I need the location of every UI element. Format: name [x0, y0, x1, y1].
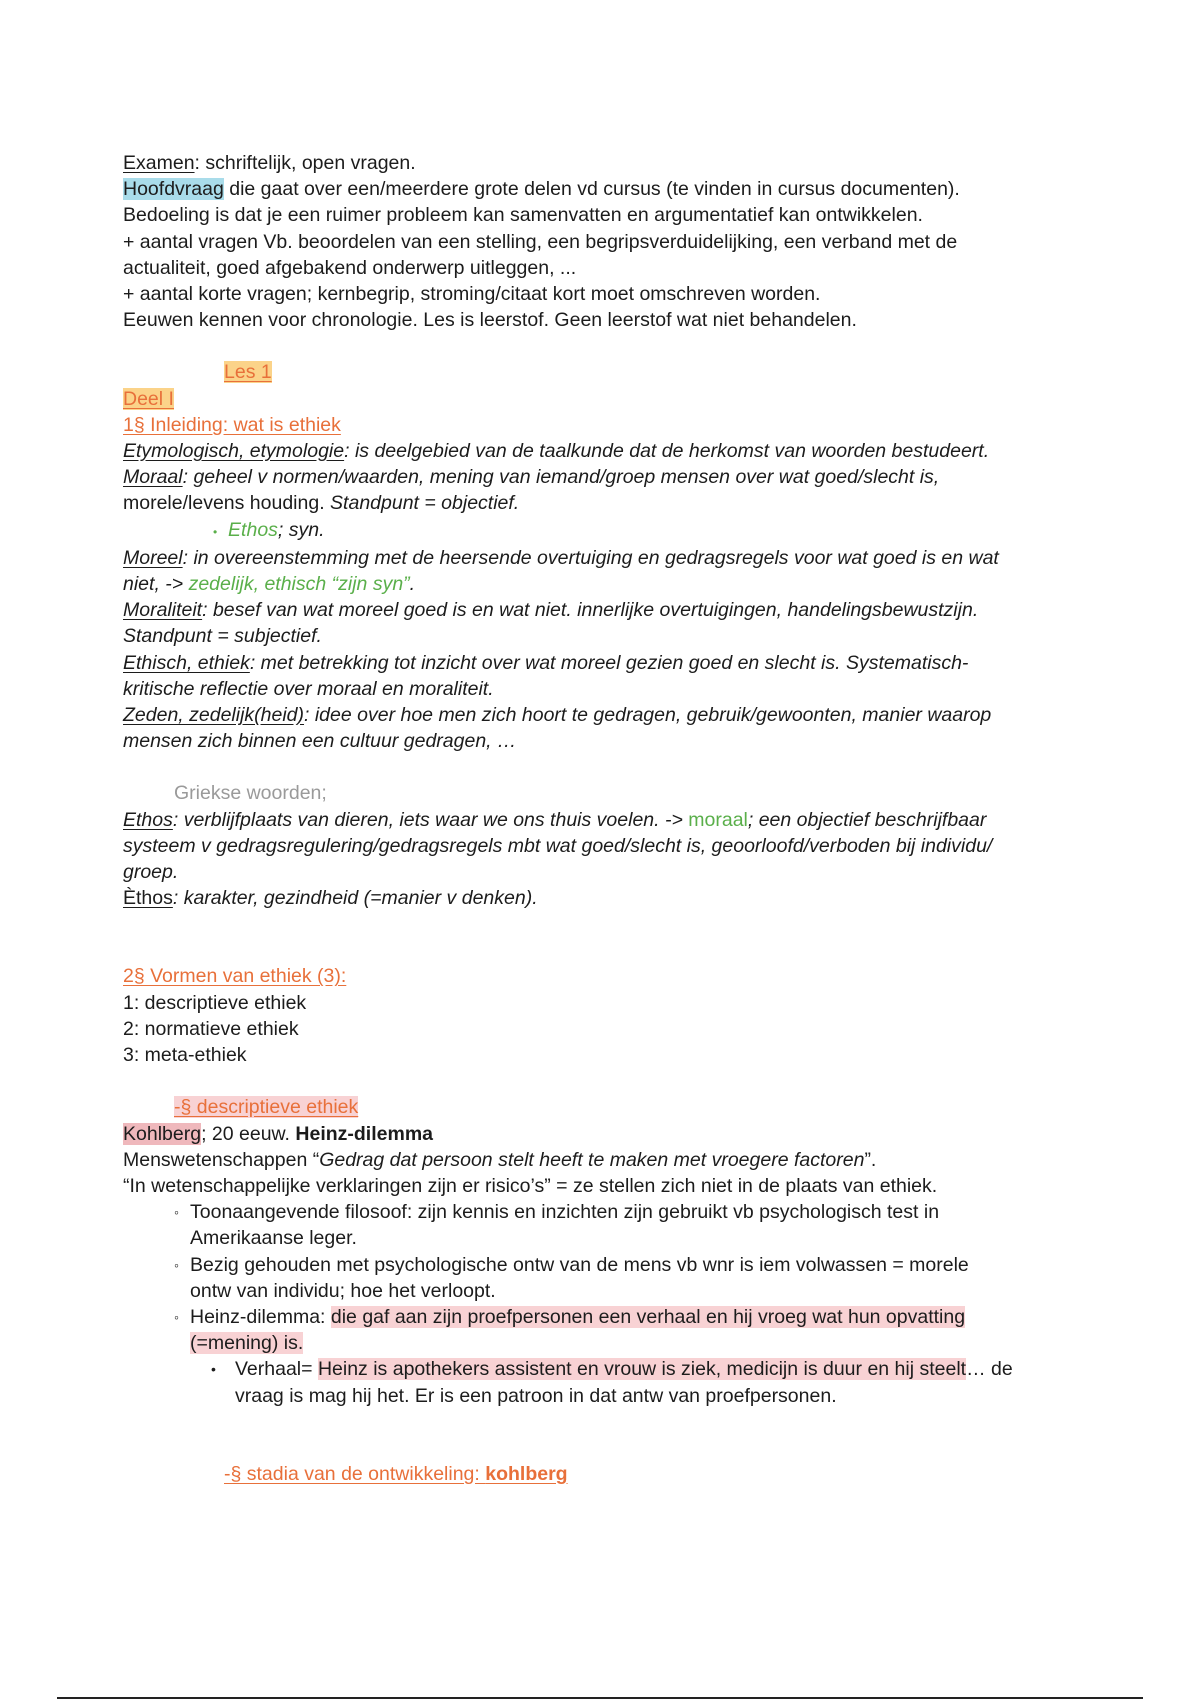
intro-text: Bedoeling is dat je een ruimer probleem kan samenvatten en argumentatief kan ontwikkelen. [123, 204, 923, 227]
hoofdvraag-label: Hoofdvraag [123, 178, 224, 201]
bullet-icon: ◦ [174, 1256, 179, 1273]
definition-zeden-cont: mensen zich binnen een cultuur gedragen, … [123, 730, 517, 753]
definition-ethos: Ethos: verblijfplaats van dieren, iets waar we ons thuis voelen. -> moraal; een objectief beschrijfbaar [123, 808, 987, 831]
definition-ethiek: Ethisch, ethiek: met betrekking tot inzicht over wat moreel gezien goed en slecht is. Systematisch- [123, 651, 969, 674]
kohlberg-label: Kohlberg [123, 1122, 202, 1145]
list-item: 3: meta-ethiek [123, 1044, 247, 1067]
page-bottom-rule [57, 1697, 1143, 1699]
list-item: ◦ Heinz-dilemma: die gaf aan zijn proefpersonen een verhaal en hij vroeg wat hun opvatting (=mening) is. [174, 1305, 966, 1355]
vormen-title: 2§ Vormen van ethiek (3): [123, 965, 347, 988]
kohlberg-line: Kohlberg; 20 eeuw. Heinz-dilemma [123, 1122, 434, 1145]
bullet-dot: • [213, 524, 218, 539]
definition-moraliteit: Moraliteit: besef van wat moreel goed is en wat niet. innerlijke overtuigingen, handelingsbewustzijn. [123, 599, 979, 622]
definition-ethos2: Èthos: karakter, gezindheid (=manier v denken). [123, 887, 538, 910]
definition-moraal: Moraal: geheel v normen/waarden, mening van iemand/groep mensen over wat goed/slecht is, [123, 466, 940, 489]
section-title: 1§ Inleiding: wat is ethiek [123, 413, 341, 436]
definition-etymologie: Etymologisch, etymologie: is deelgebied van de taalkunde dat de herkomst van woorden bestudeert. [123, 440, 990, 463]
bullet-icon: ◦ [174, 1308, 179, 1325]
definition-moraliteit-cont: Standpunt = subjectief. [123, 625, 322, 648]
exam-line: Examen: schriftelijk, open vragen. [123, 152, 416, 174]
les-title-row [123, 359, 1123, 385]
definition-moreel: Moreel: in overeenstemming met de heersende overtuiging en gedragsregels voor wat goed is en wat [123, 546, 999, 569]
list-item: 2: normatieve ethiek [123, 1017, 299, 1040]
intro-text: Eeuwen kennen voor chronologie. Les is leerstof. Geen leerstof wat niet behandelen. [123, 309, 857, 332]
descriptief-title-row [123, 1094, 1123, 1120]
definition-zeden: Zeden, zedelijk(heid): idee over hoe men zich hoort te gedragen, gebruik/gewoonten, manier waarop [123, 704, 992, 727]
stadia-title: -§ stadia van de ontwikkeling: kohlberg [224, 1462, 568, 1485]
hoofdvraag-line: Hoofdvraag die gaat over een/meerdere grote delen vd cursus (te vinden in cursus documenten). [123, 178, 960, 201]
list-item: ◦ Bezig gehouden met psychologische ontw van de mens vb wnr is iem volwassen = morele ontw van individu; hoe het verloopt. [174, 1253, 969, 1302]
intro-text: + aantal vragen Vb. beoordelen van een stelling, een begripsverduidelijking, een verband met de [123, 230, 958, 253]
list-item: 1: descriptieve ethiek [123, 991, 307, 1014]
deel-title: Deel I [123, 387, 174, 410]
list-item: ◦ Toonaangevende filosoof: zijn kennis en inzichten zijn gebruikt vb psychologisch test in Amerikaanse leger. [174, 1201, 940, 1250]
descriptief-title: -§ descriptieve ethiek [174, 1096, 359, 1119]
griekse-heading: Griekse woorden; [174, 782, 327, 805]
list-item: • Verhaal= Heinz is apothekers assistent en vrouw is ziek, medicijn is duur en hij steelt… de vraag is mag hij het. Er is een patroon in dat antw van proefpersonen. [211, 1358, 1013, 1407]
definition-moraal-cont: morele/levens houding. Standpunt = objectief. [123, 492, 520, 515]
risico-line: “In wetenschappelijke verklaringen zijn er risico’s” = ze stellen zich niet in de plaats van ethiek. [123, 1174, 938, 1197]
bullet-icon: ◦ [174, 1204, 179, 1221]
notes-page [123, 150, 1123, 1487]
definition-moreel-cont: niet, -> zedelijk, ethisch “zijn syn”. [123, 573, 416, 596]
les-title: Les 1 [224, 361, 272, 384]
definition-ethos-cont: groep. [123, 861, 179, 884]
deel-title-row [123, 386, 1123, 412]
ethos-bullet: • Ethos; syn. [213, 518, 325, 541]
intro-text: actualiteit, goed afgebakend onderwerp uitleggen, ... [123, 256, 577, 279]
intro-text: + aantal korte vragen; kernbegrip, stroming/citaat kort moet omschreven worden. [123, 283, 821, 306]
menswetenschappen-line: Menswetenschappen “Gedrag dat persoon stelt heeft te maken met vroegere factoren”. [123, 1148, 877, 1171]
bullet-icon: • [211, 1361, 216, 1378]
definition-ethiek-cont: kritische reflectie over moraal en moraliteit. [123, 677, 494, 700]
exam-label: Examen [123, 152, 195, 174]
definition-ethos-cont: systeem v gedragsregulering/gedragsregels mbt wat goed/slecht is, geoorloofd/verboden bij individu/ [123, 834, 993, 857]
